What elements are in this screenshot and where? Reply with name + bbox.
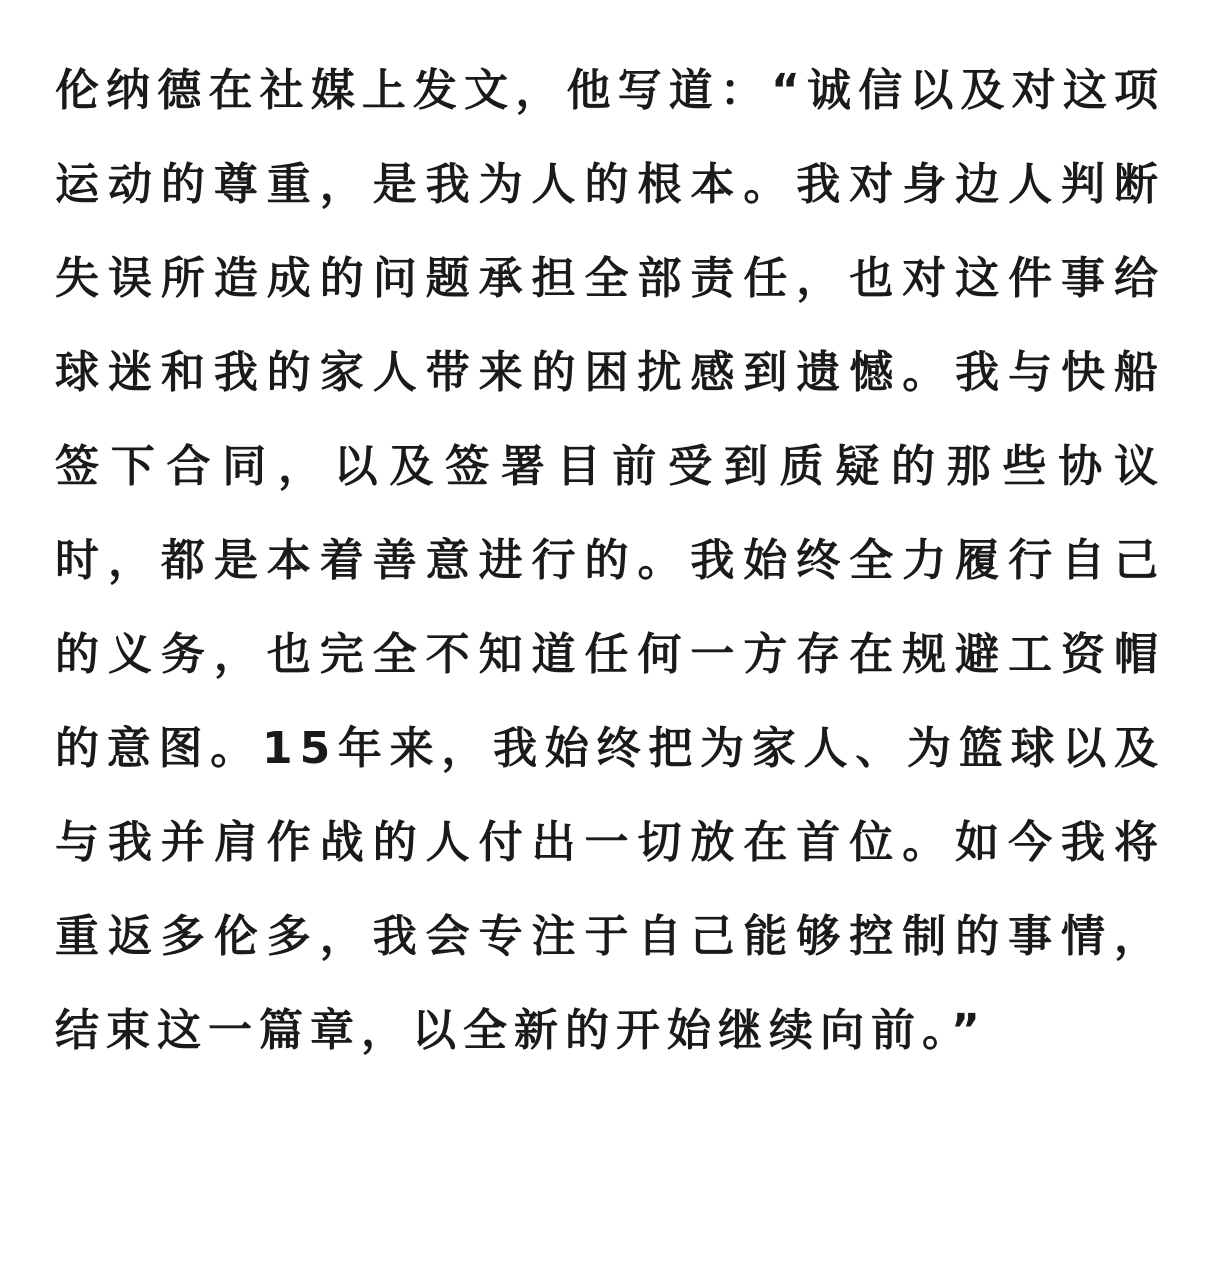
article-body	[55, 44, 1165, 1078]
article-paragraph: 伦纳德在社媒上发文，他写道：“诚信以及对这项运动的尊重，是我为人的根本。我对身边人判断失误所造成的问题承担全部责任，也对这件事给球迷和我的家人带来的困扰感到遗憾。我与快船签下合同，以及签署目前受到质疑的那些协议时，都是本着善意进行的。我始终全力履行自己的义务，也完全不知道任何一方存在规避工资帽的意图。15年来，我始终把为家人、为篮球以及与我并肩作战的人付出一切放在首位。如今我将重返多伦多，我会专注于自己能够控制的事情，结束这一篇章，以全新的开始继续向前。”	[55, 65, 1165, 1056]
